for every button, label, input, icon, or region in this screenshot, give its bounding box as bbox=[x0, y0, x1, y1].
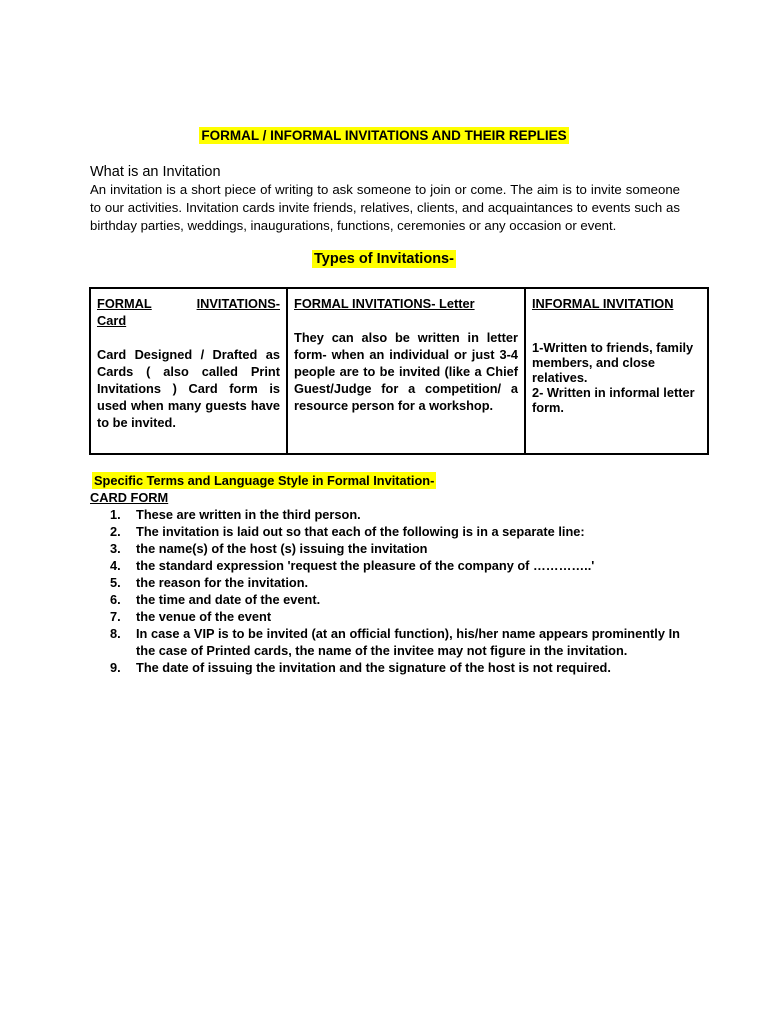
types-heading bbox=[0, 250, 768, 268]
column-heading-part: INVITATIONS- bbox=[196, 296, 280, 311]
list-number: 3. bbox=[110, 541, 121, 556]
list-text: the venue of the event bbox=[136, 609, 272, 624]
column-heading-part: FORMAL bbox=[97, 296, 152, 311]
column-heading-informal: INFORMAL INVITATION bbox=[532, 296, 674, 311]
cell-text: They can also be written in letter form- when an individual or just 3-4 people are to be invited (like a Chief Guest/Judge for a competition/ a resource person for a workshop. bbox=[294, 330, 518, 413]
list-item bbox=[110, 523, 680, 540]
list-item bbox=[110, 608, 680, 625]
list-text: the standard expression 'request the pleasure of the company of …………..' bbox=[136, 558, 595, 573]
column-heading-part: Card bbox=[97, 313, 127, 328]
list-text: the reason for the invitation. bbox=[136, 575, 309, 590]
cell-text: 1-Written to friends, family members, and close relatives. bbox=[532, 340, 694, 385]
cell-text: Card Designed / Drafted as Cards ( also called Print Invitations ) Card form is used when many guests have to be invited. bbox=[97, 347, 280, 430]
list-item bbox=[110, 659, 680, 676]
types-heading-text: Types of Invitations- bbox=[314, 251, 454, 267]
list-text: The date of issuing the invitation and the signature of the host is not required. bbox=[136, 660, 611, 675]
list-item bbox=[110, 557, 680, 574]
list-text: The invitation is laid out so that each of the following is in a separate line: bbox=[136, 524, 585, 539]
list-number: 9. bbox=[110, 660, 121, 675]
list-number: 2. bbox=[110, 524, 121, 539]
card-form-label: CARD FORM bbox=[90, 490, 169, 505]
list-text: In case a VIP is to be invited (at an official function), his/her name appears prominently In the case of Printed cards, the name of the invitee may not figure in the invitation. bbox=[136, 626, 680, 658]
card-form-list bbox=[110, 506, 680, 676]
intro-heading: What is an Invitation bbox=[90, 164, 221, 180]
list-number: 7. bbox=[110, 609, 121, 624]
table-cell-formal-card bbox=[90, 288, 287, 454]
list-text: These are written in the third person. bbox=[136, 507, 361, 522]
list-number: 4. bbox=[110, 558, 121, 573]
list-number: 1. bbox=[110, 507, 121, 522]
document-title-text: FORMAL / INFORMAL INVITATIONS AND THEIR REPLIES bbox=[201, 128, 567, 143]
table-row bbox=[90, 288, 708, 454]
list-number: 5. bbox=[110, 575, 121, 590]
list-item bbox=[110, 625, 680, 659]
list-number: 8. bbox=[110, 626, 121, 641]
list-item bbox=[110, 591, 680, 608]
list-item bbox=[110, 574, 680, 591]
terms-heading bbox=[92, 472, 436, 489]
column-heading-formal-letter: FORMAL INVITATIONS- Letter bbox=[294, 296, 475, 311]
list-item bbox=[110, 540, 680, 557]
cell-text: 2- Written in informal letter form. bbox=[532, 385, 695, 415]
column-heading-formal-card bbox=[97, 295, 280, 312]
table-cell-formal-letter bbox=[287, 288, 525, 454]
types-table bbox=[89, 287, 709, 455]
list-item bbox=[110, 506, 680, 523]
document-title bbox=[0, 127, 768, 145]
terms-heading-text: Specific Terms and Language Style in Formal Invitation- bbox=[94, 473, 435, 488]
list-number: 6. bbox=[110, 592, 121, 607]
intro-paragraph: An invitation is a short piece of writing to ask someone to join or come. The aim is to invite someone to our activities. Invitation cards invite friends, relatives, clients, and acquaintances to events such as birthday parties, weddings, inaugurations, functions, ceremonies or any occasion or event. bbox=[90, 182, 680, 233]
list-text: the time and date of the event. bbox=[136, 592, 321, 607]
table-cell-informal bbox=[525, 288, 708, 454]
list-text: the name(s) of the host (s) issuing the invitation bbox=[136, 541, 428, 556]
